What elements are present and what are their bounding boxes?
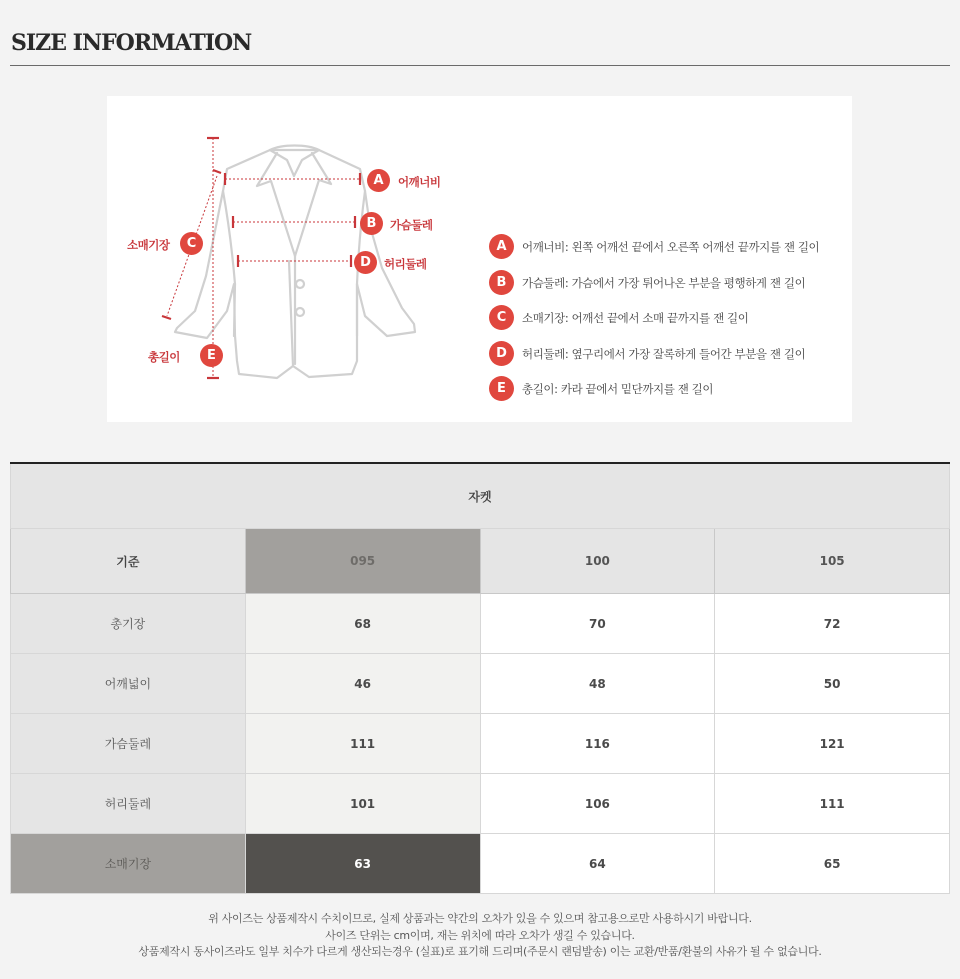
badge-b-icon: B: [489, 270, 514, 295]
table-caption-row: [11, 463, 950, 529]
badge-c-icon: C: [489, 305, 514, 330]
header-standard: 기준: [11, 529, 246, 594]
row-label: 소매기장: [11, 834, 246, 894]
header-size-100: 100: [480, 529, 715, 594]
badge-a-diagram: A: [367, 169, 390, 192]
table-cell: 106: [480, 774, 715, 834]
table-cell: 121: [715, 714, 950, 774]
row-label: 총기장: [11, 594, 246, 654]
table-cell: 65: [715, 834, 950, 894]
badge-e-diagram: E: [200, 344, 223, 367]
legend-text-b: 가슴둘레: 가슴에서 가장 튀어나온 부분을 평행하게 잰 길이: [522, 275, 806, 290]
badge-e-icon: E: [489, 376, 514, 401]
badge-c-diagram: C: [180, 232, 203, 255]
label-sleeve-length: 소매기장: [127, 238, 170, 252]
note-line: 상품제작시 동사이즈라도 일부 치수가 다르게 생산되는경우 (실표)로 표기해 드리며(주문시 랜덤발송) 이는 교환/반품/환불의 사유가 될 수 없습니다.: [138, 945, 822, 958]
measurement-diagram: [107, 96, 852, 422]
row-label: 어깨넓이: [11, 654, 246, 714]
table-caption: 자켓: [11, 463, 950, 529]
legend-text-d: 허리둘레: 옆구리에서 가장 잘록하게 들어간 부분을 잰 길이: [522, 346, 806, 361]
label-waist: 허리둘레: [384, 257, 427, 271]
header-size-095: 095: [245, 529, 480, 594]
size-notes: [0, 911, 960, 961]
note-line: 사이즈 단위는 cm이며, 재는 위치에 따라 오차가 생길 수 있습니다.: [325, 928, 635, 942]
size-table: [10, 462, 950, 894]
table-header-row: [11, 529, 950, 594]
table-cell: 72: [715, 594, 950, 654]
legend-text-e: 총길이: 카라 끝에서 밑단까지를 잰 길이: [522, 382, 714, 396]
table-cell: 101: [245, 774, 480, 834]
table-row: [11, 594, 950, 654]
table-cell: 111: [245, 714, 480, 774]
table-cell-highlight: 63: [245, 834, 480, 894]
table-cell: 68: [245, 594, 480, 654]
table-row: [11, 834, 950, 894]
page-title: SIZE INFORMATION: [11, 30, 252, 56]
note-line: 위 사이즈는 상품제작시 수치이므로, 실제 상품과는 약간의 오차가 있을 수 있으며 참고용으로만 사용하시기 바랍니다.: [208, 912, 752, 925]
label-chest: 가슴둘레: [390, 218, 433, 232]
legend-text-a: 어깨너비: 왼쪽 어깨선 끝에서 오른쪽 어깨선 끝까지를 잰 길이: [522, 240, 820, 254]
table-cell: 50: [715, 654, 950, 714]
table-cell: 64: [480, 834, 715, 894]
legend-text-c: 소매기장: 어깨선 끝에서 소매 끝까지를 잰 길이: [522, 311, 749, 325]
table-cell: 48: [480, 654, 715, 714]
row-label: 가슴둘레: [11, 714, 246, 774]
badge-a-icon: A: [489, 234, 514, 259]
table-row: [11, 774, 950, 834]
label-shoulder-width: 어깨너비: [398, 175, 441, 189]
badge-d-icon: D: [489, 341, 514, 366]
label-total-length: 총길이: [148, 350, 180, 364]
header-size-105: 105: [715, 529, 950, 594]
table-cell: 116: [480, 714, 715, 774]
table-cell: 70: [480, 594, 715, 654]
badge-d-diagram: D: [354, 251, 377, 274]
table-row: [11, 654, 950, 714]
badge-b-diagram: B: [360, 212, 383, 235]
row-label: 허리둘레: [11, 774, 246, 834]
table-cell: 111: [715, 774, 950, 834]
table-cell: 46: [245, 654, 480, 714]
title-divider: [10, 65, 950, 66]
table-row: [11, 714, 950, 774]
jacket-illustration: [107, 96, 852, 422]
